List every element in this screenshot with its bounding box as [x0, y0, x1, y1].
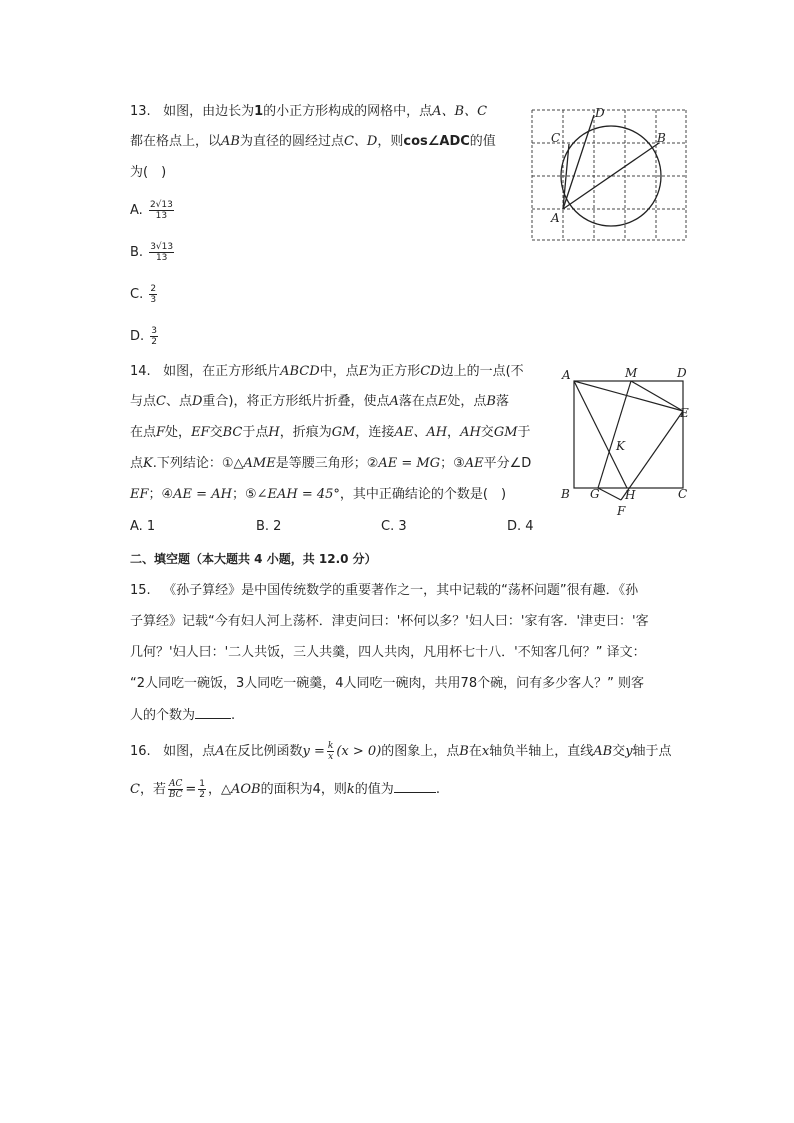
fraction-numerator: AC [168, 779, 183, 789]
text: 边上的一点(不 [440, 364, 524, 379]
text: 《孙子算经》是中国传统数学的重要著作之一，其中记载的“荡杯问题”很有趣．《孙 [163, 583, 639, 598]
label-b: B [561, 487, 570, 501]
section-heading: 二、填空题（本大题共 4 小题，共 12.0 分） [130, 552, 377, 566]
q14-option-b: B. 2 [256, 519, 282, 534]
q14-line4 [130, 455, 531, 473]
text: AE = MG [378, 456, 441, 471]
text: ABCD [280, 364, 320, 379]
text: B [459, 744, 469, 759]
fraction-denominator: x [328, 752, 334, 762]
text: F [156, 425, 166, 440]
q13-line3: 为( ) [130, 165, 167, 180]
option-label: C. [130, 287, 144, 302]
text: . [231, 708, 236, 723]
text: A [389, 394, 399, 409]
question-number: 13. [130, 104, 151, 119]
q13-option-a [130, 200, 176, 221]
text: y = [302, 744, 325, 759]
fraction [149, 200, 174, 221]
text: . [435, 782, 440, 797]
text: ，连接 [355, 425, 395, 440]
text: 、点 [165, 394, 192, 409]
text: B [486, 394, 496, 409]
option-label: A. [130, 203, 143, 218]
question-number: 15. [130, 583, 151, 598]
q13-line2 [130, 133, 496, 151]
text: x [481, 744, 490, 759]
text: 如图，在正方形纸片 [163, 364, 281, 379]
text: ；⑤ [231, 487, 257, 502]
q14-figure [555, 362, 705, 520]
text: ，若 [139, 782, 166, 797]
q14-option-d: D. 4 [507, 519, 534, 534]
label-g: G [590, 487, 600, 501]
text: 交 [209, 425, 223, 440]
text: △AME [233, 456, 276, 471]
option-label: B. [130, 245, 144, 260]
text: ，则 [377, 134, 404, 149]
q16-line2 [130, 779, 440, 801]
text: 的值为 [354, 782, 394, 797]
text: 中，点 [319, 364, 359, 379]
text: 与点 [130, 394, 157, 409]
label-e: E [680, 406, 689, 420]
label-h: H [625, 488, 636, 502]
label-m: M [625, 366, 638, 380]
text: 在 [468, 744, 482, 759]
text: H [268, 425, 280, 440]
fraction [198, 779, 206, 800]
answer-blank[interactable] [394, 780, 436, 793]
q13-line1 [130, 103, 487, 121]
label-k: K [616, 439, 625, 453]
fraction-denominator: 2 [199, 790, 205, 800]
text: 于 [517, 425, 531, 440]
text: ；③ [440, 456, 465, 471]
q13-option-d [130, 326, 160, 347]
fraction-denominator: 2 [151, 337, 158, 347]
text: EF [191, 425, 210, 440]
text: E [437, 394, 448, 409]
q15-line4: “2人同吃一碗饭，3人同吃一碗羹，4人同吃一碗肉，共用78个碗，问有多少客人？” 则客 [130, 676, 644, 691]
text: cos∠ADC [403, 134, 470, 149]
label-a: A [562, 368, 571, 382]
text: ， [208, 782, 222, 797]
text: 于点 [242, 425, 269, 440]
fraction [149, 284, 157, 305]
text: 如图，由边长为 [163, 104, 255, 119]
text: 交 [612, 744, 626, 759]
fraction-denominator: 3 [150, 295, 157, 305]
text: CD [420, 364, 441, 379]
q15-line1 [130, 582, 638, 600]
text: 的图象上，点 [381, 744, 460, 759]
text: (x > 0) [336, 744, 382, 759]
text: = [185, 782, 197, 797]
text: 为直径的圆经过点 [239, 134, 344, 149]
text: k [346, 782, 355, 797]
text: D [191, 394, 203, 409]
text: 是等腰三角形；② [275, 456, 379, 471]
q14-line1 [130, 363, 524, 381]
q15-line2: 子算经》记载“今有妇人河上荡杯．津吏问曰：'杯何以多？'妇人曰：'家有客．'津吏曰：'客 [130, 614, 649, 629]
text: 处，点 [447, 394, 487, 409]
text: ，其中正确结论的个数是( ) [339, 487, 507, 502]
text: E [358, 364, 369, 379]
text: 如图，点 [163, 744, 216, 759]
text: 重合)，将正方形纸片折叠，使点 [202, 394, 390, 409]
text: AE、AH [394, 425, 448, 440]
q16-line1 [130, 741, 672, 763]
text: y [625, 744, 633, 759]
fraction-numerator: 2√13 [149, 200, 173, 210]
q13-figure [526, 102, 696, 244]
fraction-denominator: 13 [155, 253, 168, 263]
text: 点 [130, 456, 144, 471]
fraction-numerator: 2 [150, 284, 157, 294]
question-number: 14. [130, 364, 151, 379]
q14-line2 [130, 393, 509, 411]
text: 的值 [469, 134, 496, 149]
text: AE = AH [173, 487, 232, 502]
label-c: C [551, 131, 561, 145]
text: 为正方形 [368, 364, 421, 379]
text: 交 [480, 425, 494, 440]
text: 人的个数为 [130, 708, 196, 723]
text: ，折痕为 [279, 425, 332, 440]
segments [563, 115, 659, 209]
text: 在反比例函数 [224, 744, 303, 759]
q14-option-c: C. 3 [381, 519, 407, 534]
text: EF [130, 487, 149, 502]
fraction [150, 326, 158, 347]
label-b: B [657, 131, 666, 145]
text: AH [460, 425, 481, 440]
label-d: D [595, 106, 605, 120]
text: A [215, 744, 225, 759]
fraction-numerator: 1 [199, 779, 205, 789]
text: C [130, 782, 140, 797]
fraction-numerator: k [327, 741, 334, 751]
text: GM [493, 425, 518, 440]
text: GM [331, 425, 356, 440]
fraction-numerator: 3√13 [150, 242, 174, 252]
text: 落 [495, 394, 509, 409]
text: 的小正方形构成的网格中，点 [263, 104, 433, 119]
text: AB [593, 744, 613, 759]
text: A、B、C [432, 104, 488, 119]
text: 的面积为4，则 [260, 782, 347, 797]
question-number: 16. [130, 744, 151, 759]
text: K [143, 456, 153, 471]
text: ；④ [148, 487, 174, 502]
q13-option-b [130, 242, 176, 263]
figure-lines [574, 381, 683, 500]
text: ， [447, 425, 461, 440]
text: 在点 [130, 425, 157, 440]
text: 都在格点上，以 [130, 134, 222, 149]
label-c: C [678, 487, 688, 501]
text: AE [464, 456, 484, 471]
q14-line3 [130, 424, 531, 442]
text: △AOB [221, 782, 261, 797]
text: ∠EAH = 45° [256, 487, 340, 502]
text: 轴于点 [632, 744, 672, 759]
text: .下列结论：① [152, 456, 234, 471]
text: 落在点 [398, 394, 438, 409]
q14-line5 [130, 486, 506, 504]
label-f: F [617, 504, 626, 518]
text: 处， [165, 425, 192, 440]
fraction-denominator: 13 [155, 211, 168, 221]
text: 轴负半轴上，直线 [489, 744, 594, 759]
text: C、D [343, 134, 378, 149]
fraction [327, 741, 334, 762]
text: BC [222, 425, 243, 440]
fraction-denominator: BC [168, 790, 183, 800]
fraction-numerator: 3 [151, 326, 158, 336]
fraction [168, 779, 183, 800]
q14-option-a: A. 1 [130, 519, 156, 534]
text: C [156, 394, 166, 409]
label-a: A [551, 211, 560, 225]
fraction [149, 242, 174, 263]
text: 1 [254, 104, 264, 119]
answer-blank[interactable] [195, 706, 231, 719]
label-d: D [677, 366, 687, 380]
option-label: D. [130, 329, 145, 344]
text: AB [221, 134, 240, 149]
q15-line3: 几何？'妇人曰：'二人共饭，三人共羹，四人共肉，凡用杯七十八．'不知客几何？” 译文： [130, 645, 646, 660]
q15-line5 [130, 706, 235, 725]
q13-option-c [130, 284, 159, 305]
text: 平分∠D [483, 456, 532, 471]
